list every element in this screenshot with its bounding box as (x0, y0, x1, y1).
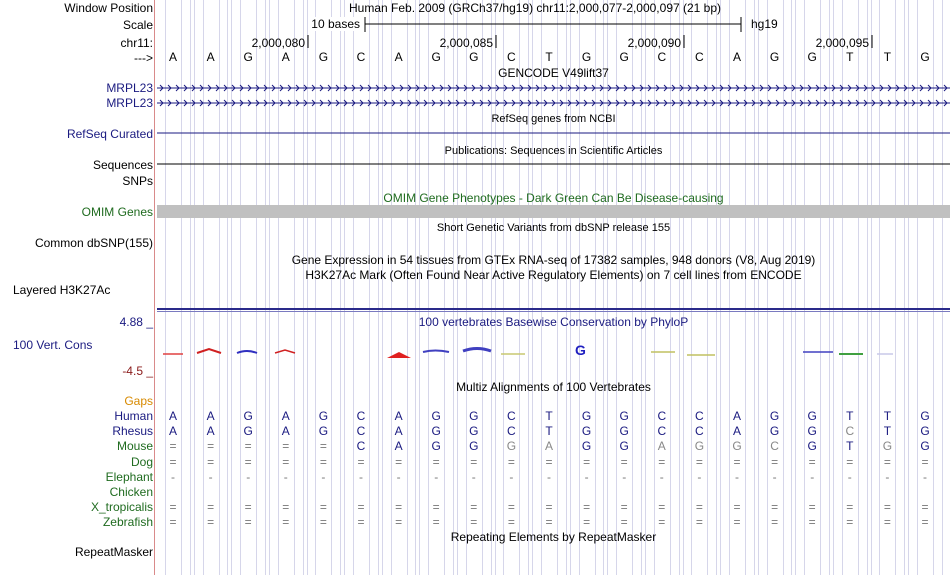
reference-base: G (469, 50, 479, 64)
alignment-base: = (507, 454, 515, 469)
alignment-base: G (243, 409, 253, 423)
alignment-base: G (506, 439, 517, 454)
omim-gene-bar[interactable] (157, 205, 950, 218)
alignment-base: - (735, 469, 739, 484)
alignment-base: = (432, 515, 440, 530)
alignment-base: = (658, 500, 666, 515)
reference-sequence (157, 50, 950, 64)
alignment-base: = (395, 500, 403, 515)
alignment-base: C (695, 409, 704, 423)
alignment-base: = (733, 454, 741, 469)
chrom-label: chr11: (120, 36, 153, 50)
alignment-base: = (207, 439, 215, 454)
alignment-base: T (883, 409, 892, 423)
reference-base: G (920, 50, 930, 64)
reference-base: G (581, 50, 592, 64)
alignment-base: = (507, 500, 515, 515)
alignment-base: = (695, 500, 703, 515)
coordinate-tick-3: 2,000,090 (627, 36, 681, 50)
scale-label: Scale (122, 18, 153, 32)
alignment-base: G (619, 424, 629, 439)
alignment-base: - (509, 469, 514, 484)
snps-label[interactable]: SNPs (122, 174, 153, 188)
alignment-base: G (469, 439, 479, 454)
coordinate-tick-4: 2,000,095 (815, 36, 869, 50)
alignment-base: = (771, 515, 779, 530)
track-area[interactable] (157, 0, 950, 575)
alignment-base: G (581, 439, 592, 454)
species-label[interactable]: Human (114, 409, 153, 423)
alignment-base: A (168, 424, 177, 439)
alignment-base: C (356, 439, 366, 454)
alignment-base: = (620, 500, 628, 515)
label-column-divider (154, 0, 155, 575)
alignment-base: G (619, 409, 629, 423)
scale-text: 10 bases (311, 17, 360, 31)
window-position-label: Window Position (64, 1, 153, 15)
alignment-base: - (659, 469, 664, 484)
alignment-base: = (771, 500, 779, 515)
alignment-base: = (846, 515, 854, 530)
alignment-base: A (544, 439, 553, 454)
alignment-base: = (771, 454, 779, 469)
alignment-base: T (883, 424, 892, 439)
alignment-base: G (882, 439, 893, 454)
alignment-base: G (769, 424, 780, 439)
alignment-base: = (545, 454, 553, 469)
alignment-base: - (847, 469, 852, 484)
alignment-base: G (431, 409, 441, 423)
alignment-base: G (469, 424, 479, 439)
alignment-base: G (318, 409, 329, 423)
svg-text:G: G (575, 342, 586, 358)
gencode-label-1[interactable]: MRPL23 (106, 81, 153, 95)
alignment-base: - (622, 469, 627, 484)
alignment-base: C (507, 409, 516, 423)
refseq-title: RefSeq genes from NCBI (491, 113, 616, 125)
reference-base: G (619, 50, 629, 64)
alignment-base: = (846, 454, 854, 469)
reference-base: A (168, 50, 177, 64)
alignment-base: = (583, 515, 591, 530)
alignment-base: - (359, 469, 363, 484)
gtex-title: Gene Expression in 54 tissues from GTEx RNA-seq of 17382 samples, 948 donors (V8, Aug 2019) (291, 253, 816, 267)
coordinate-tick-2: 2,000,085 (439, 36, 493, 50)
alignment-base: = (883, 454, 891, 469)
alignment-base: - (208, 469, 213, 484)
reference-base: T (883, 50, 892, 64)
alignment-base: C (356, 424, 366, 439)
phylop-max-label: 4.88 _ (119, 315, 153, 329)
alignment-base: A (394, 439, 403, 454)
species-label[interactable]: Dog (130, 454, 153, 469)
reference-base: A (281, 50, 290, 64)
alignment-base: = (244, 500, 252, 515)
alignment-base: = (583, 500, 591, 515)
alignment-base: = (357, 515, 365, 530)
alignment-base: G (920, 424, 930, 439)
omim-title: OMIM Gene Phenotypes - Dark Green Can Be Disease-causing (383, 191, 724, 205)
gencode-transcripts[interactable] (157, 80, 950, 112)
strand-label: ---> (134, 51, 153, 65)
alignment-base: = (319, 439, 327, 454)
alignment-base: - (923, 469, 927, 484)
position-text: Human Feb. 2009 (GRCh37/hg19) chr11:2,000,077-2,000,097 (21 bp) (349, 1, 722, 15)
common-dbsnp-label[interactable]: Common dbSNP(155) (34, 236, 153, 250)
alignment-base: A (206, 424, 215, 439)
alignment-base: - (171, 469, 175, 484)
multiz-title: Multiz Alignments of 100 Vertebrates (456, 380, 651, 394)
repeatmasker-label[interactable]: RepeatMasker (74, 545, 153, 559)
h3k27ac-signal-line[interactable] (157, 308, 950, 310)
gencode-transcript-1 (157, 85, 950, 91)
alignment-base: C (507, 424, 516, 439)
alignment-base: = (169, 515, 177, 530)
alignment-base: = (282, 454, 290, 469)
alignment-base: - (772, 469, 777, 484)
gencode-title: GENCODE V49lift37 (498, 66, 609, 80)
alignment-base: G (469, 409, 479, 423)
species-label[interactable]: Zebrafish (102, 515, 153, 530)
alignment-base: - (547, 469, 551, 484)
alignment-base: A (281, 409, 290, 423)
alignment-base: C (770, 439, 779, 454)
reference-base: T (545, 50, 553, 64)
alignment-base: = (808, 515, 816, 530)
alignment-base: T (545, 424, 553, 439)
reference-base: T (846, 50, 854, 64)
alignment-base: = (883, 515, 891, 530)
alignment-base: - (283, 469, 288, 484)
alignment-base: - (885, 469, 890, 484)
alignment-base: = (207, 454, 215, 469)
alignment-base: - (810, 469, 815, 484)
alignment-base: A (281, 424, 290, 439)
omim-genes-label[interactable]: OMIM Genes (81, 205, 153, 219)
alignment-base: G (318, 424, 329, 439)
reference-base: G (431, 50, 441, 64)
alignment-base: = (921, 500, 929, 515)
alignment-base: - (396, 469, 401, 484)
alignment-base: = (395, 454, 403, 469)
alignment-base: G (431, 439, 441, 454)
alignment-base: T (545, 409, 553, 423)
alignment-base: = (244, 454, 252, 469)
alignment-base: = (282, 515, 290, 530)
sequences-label[interactable]: Sequences (92, 158, 153, 172)
alignment-base: = (169, 439, 177, 454)
alignment-base: A (657, 439, 666, 454)
alignment-base: = (545, 515, 553, 530)
alignment-base: = (470, 515, 478, 530)
alignment-base: G (431, 424, 441, 439)
alignment-base: = (583, 454, 591, 469)
alignment-base: = (169, 500, 177, 515)
alignment-base: G (694, 439, 705, 454)
alignment-base: G (243, 424, 253, 439)
phylop-track-label[interactable]: 100 Vert. Cons (13, 338, 93, 352)
alignment-base: G (581, 424, 592, 439)
alignment-base: = (921, 515, 929, 530)
alignment-base: = (733, 500, 741, 515)
alignment-base: C (356, 409, 366, 423)
alignment-base: = (658, 454, 666, 469)
alignment-base: = (470, 454, 478, 469)
reference-base: C (507, 50, 516, 64)
gaps-label: Gaps (124, 394, 153, 408)
alignment-base: = (319, 500, 327, 515)
h3k27ac-signal-shadow (157, 311, 950, 312)
reference-base: G (243, 50, 253, 64)
alignment-base: = (695, 515, 703, 530)
alignment-base: = (357, 500, 365, 515)
phylop-min-label: -4.5 _ (122, 364, 153, 378)
alignment-base: - (471, 469, 476, 484)
reference-base: C (657, 50, 667, 64)
alignment-base: = (207, 500, 215, 515)
alignment-base: = (319, 515, 327, 530)
reference-base: A (732, 50, 741, 64)
refseq-gene-line[interactable] (157, 127, 950, 139)
alignment-base: = (432, 454, 440, 469)
species-label[interactable]: Elephant (105, 469, 153, 484)
reference-base: C (695, 50, 704, 64)
alignment-base: = (695, 454, 703, 469)
alignment-base: = (545, 500, 553, 515)
phylop-logo[interactable] (157, 340, 950, 364)
reference-base: G (807, 50, 817, 64)
alignment-base: = (244, 515, 252, 530)
alignment-base: - (697, 469, 702, 484)
refseq-curated-label[interactable]: RefSeq Curated (66, 127, 153, 141)
alignment-base: C (657, 424, 667, 439)
alignment-base: = (282, 439, 290, 454)
alignment-base: = (244, 439, 252, 454)
alignment-base: G (807, 439, 817, 454)
alignment-base: G (732, 439, 742, 454)
alignment-base: = (658, 515, 666, 530)
phylop-logo-glyphs (163, 342, 893, 358)
alignment-base: = (733, 515, 741, 530)
species-label[interactable]: Rhesus (112, 424, 153, 439)
alignment-base: - (434, 469, 439, 484)
alignment-base: = (169, 454, 177, 469)
alignment-base: G (807, 409, 817, 423)
layered-h3k27ac-label[interactable]: Layered H3K27Ac (13, 283, 111, 297)
alignment-base: G (581, 409, 592, 423)
alignment-base: = (207, 515, 215, 530)
alignment-base: C (695, 424, 704, 439)
alignment-base: = (357, 454, 365, 469)
alignment-base: = (921, 454, 929, 469)
assembly-label: hg19 (751, 17, 778, 31)
alignment-base: G (769, 409, 780, 423)
alignment-base: A (732, 424, 741, 439)
alignment-base: T (846, 409, 854, 423)
alignment-base: = (432, 500, 440, 515)
coordinate-tick-1: 2,000,080 (251, 36, 305, 50)
alignment-base: = (319, 454, 327, 469)
alignment-base: A (394, 424, 403, 439)
alignment-base: = (282, 500, 290, 515)
alignment-base: A (732, 409, 741, 423)
gencode-transcript-2 (157, 100, 950, 106)
alignment-base: = (620, 454, 628, 469)
alignment-base: = (507, 515, 515, 530)
reference-base: A (206, 50, 215, 64)
alignment-base: A (168, 409, 177, 423)
species-label[interactable]: Chicken (109, 485, 153, 499)
alignment-base: G (920, 439, 930, 454)
species-label[interactable]: Mouse (116, 439, 153, 454)
alignment-base: G (807, 424, 817, 439)
alignment-base: - (584, 469, 589, 484)
repeatmasker-title: Repeating Elements by RepeatMasker (450, 530, 657, 544)
sequences-line[interactable] (157, 158, 950, 170)
alignment-base: = (846, 500, 854, 515)
reference-base: G (769, 50, 780, 64)
reference-base: G (318, 50, 329, 64)
alignment-base: = (620, 515, 628, 530)
alignment-base: = (808, 500, 816, 515)
alignment-base: A (394, 409, 403, 423)
alignment-base: G (619, 439, 629, 454)
phylop-title: 100 vertebrates Basewise Conservation by PhyloP (418, 315, 689, 329)
alignment-base: = (883, 500, 891, 515)
alignment-base: - (321, 469, 326, 484)
alignment-base: A (206, 409, 215, 423)
sequences-title: Publications: Sequences in Scientific Articles (444, 145, 663, 157)
alignment-base: = (808, 454, 816, 469)
reference-base: A (394, 50, 403, 64)
alignment-base: = (395, 515, 403, 530)
gencode-label-2[interactable]: MRPL23 (106, 96, 153, 110)
alignment-base: = (470, 500, 478, 515)
alignment-base: C (845, 424, 855, 439)
reference-base: C (356, 50, 366, 64)
species-label[interactable]: X_tropicalis (90, 500, 153, 515)
alignment-base: T (846, 439, 854, 454)
alignment-base: C (657, 409, 667, 423)
h3k27ac-title: H3K27Ac Mark (Often Found Near Active Regulatory Elements) on 7 cell lines from ENCODE (305, 268, 802, 282)
alignment-base: - (246, 469, 251, 484)
alignment-base: G (920, 409, 930, 423)
dbsnp-title: Short Genetic Variants from dbSNP release 155 (436, 222, 671, 234)
